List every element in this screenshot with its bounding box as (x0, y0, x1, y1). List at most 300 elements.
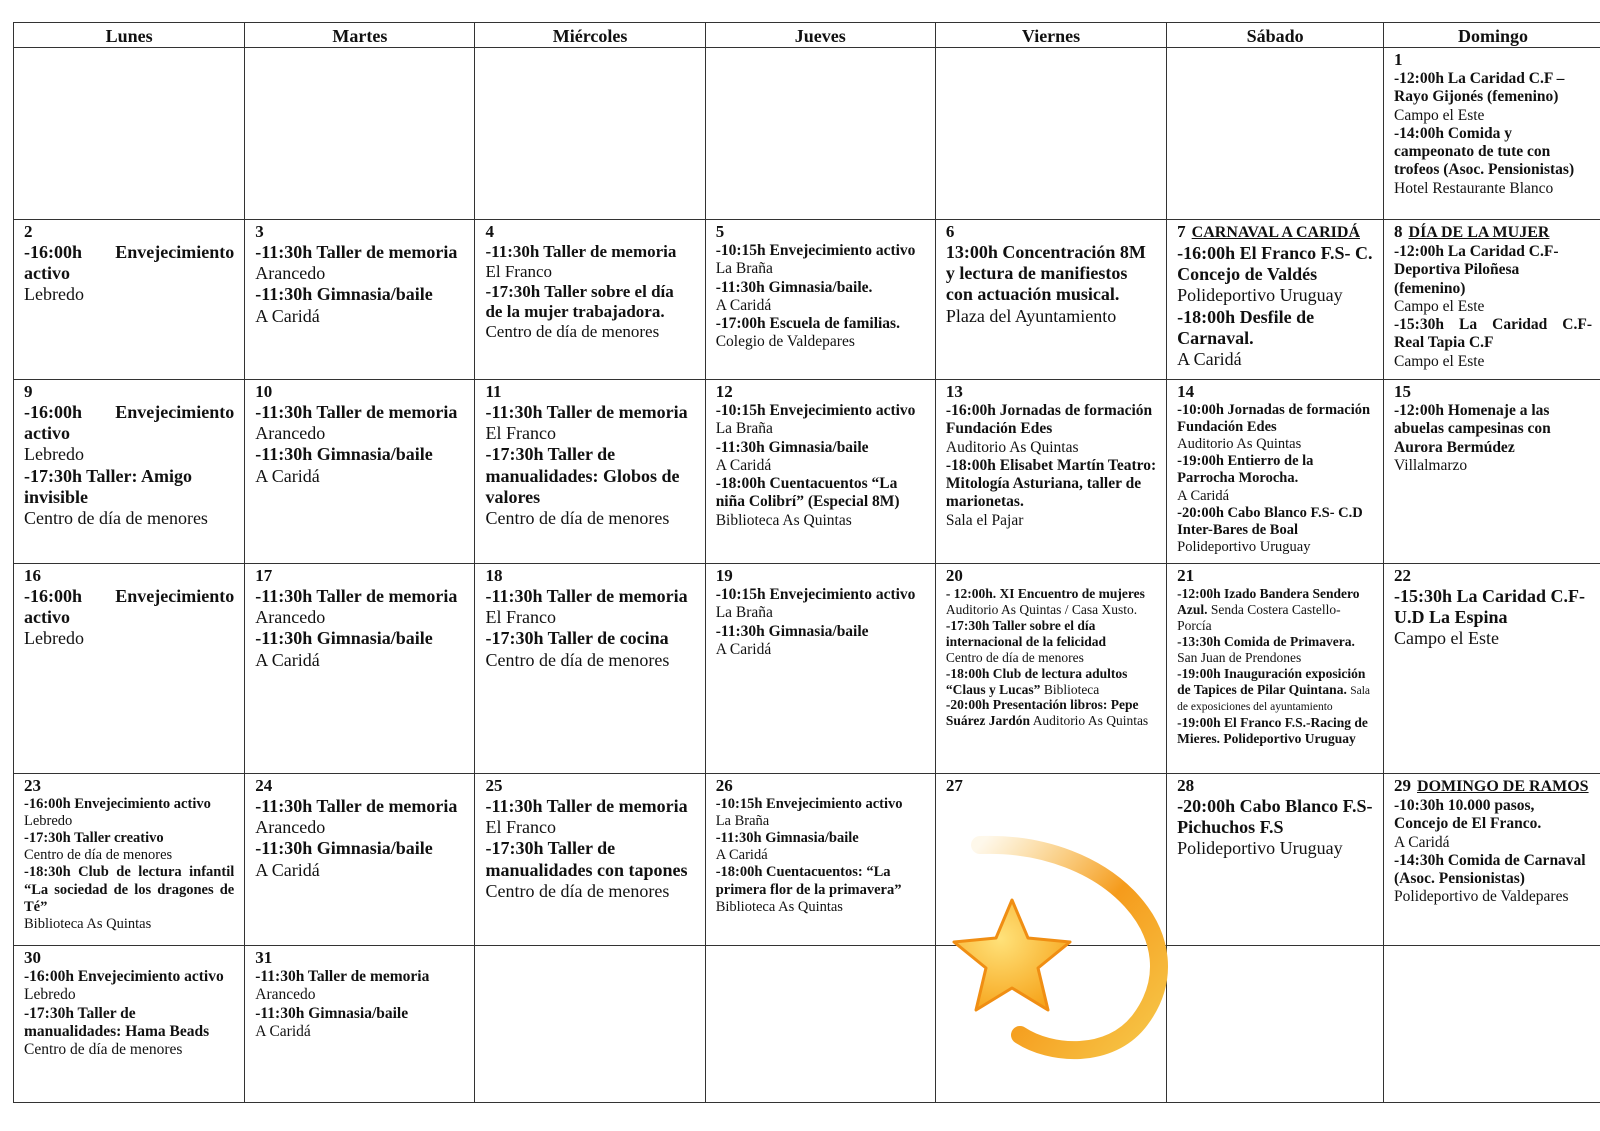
event-time-title: -11:30h Taller de memoria (255, 796, 458, 816)
event-time-title: -11:30h Taller de memoria (255, 968, 430, 985)
event-time-title: -14:00h Comida y campeonato de tute con trofeos (Asoc. Pensionistas) (1394, 124, 1575, 179)
event-location: A Caridá (255, 1022, 311, 1040)
day-cell-11 (475, 380, 705, 564)
day-number-text: 22 (1394, 566, 1412, 585)
day-number (24, 222, 234, 242)
day-cell-27 (935, 774, 1166, 946)
day-number (1394, 222, 1592, 243)
event-time-title: -18:00h Club de lectura adultos “Claus y Lucas” (945, 665, 1128, 697)
event-time-title: -16:00h Envejecimiento activo (24, 242, 235, 284)
event (946, 402, 1156, 457)
day-content (255, 382, 464, 487)
event-location: Centro de día de menores (945, 649, 1084, 665)
event (255, 402, 464, 444)
day-content (24, 222, 234, 306)
day-number (1394, 566, 1592, 586)
event (716, 864, 925, 915)
day-cell-21 (1167, 564, 1384, 774)
event-location: La Braña (715, 604, 773, 622)
day-title: DÍA DE LA MUJER (1408, 224, 1550, 241)
day-cell-18 (475, 564, 705, 774)
event-location: Arancedo (255, 986, 316, 1004)
event-location: Lebredo (24, 444, 84, 465)
event-location: Campo el Este (1394, 297, 1485, 315)
event-location: Centro de día de menores (24, 847, 173, 864)
event (485, 444, 694, 529)
event-location: Polideportivo Uruguay (1177, 538, 1311, 555)
event (1394, 402, 1592, 475)
day-number (255, 222, 464, 242)
event (716, 315, 925, 352)
week-row (14, 564, 1600, 774)
event (716, 402, 925, 439)
day-number-text: 8 (1394, 222, 1403, 241)
event-time-title: -19:00h Inauguración exposición de Tapices de Pilar Quintana. (1177, 665, 1366, 697)
event-time-title: -18:00h Desfile de Carnaval. (1177, 306, 1315, 348)
event-time-title: -17:30h Taller: Amigo invisible (24, 465, 193, 507)
day-title: CARNAVAL A CARIDÁ (1191, 224, 1360, 241)
day-number-text: 4 (485, 222, 494, 241)
event-location: Lebredo (24, 813, 73, 830)
day-number-text: 27 (945, 776, 963, 795)
event-location: A Caridá (1177, 349, 1242, 370)
day-number-text: 6 (945, 222, 955, 241)
event (1177, 307, 1373, 371)
event-location: Centro de día de menores (485, 508, 670, 529)
day-content (255, 776, 464, 881)
day-cell-14 (1167, 380, 1384, 564)
event-time-title: -10:15h Envejecimiento activo (715, 796, 903, 812)
event-time-title: -12:00h Izado Bandera Sendero Azul. (1177, 586, 1360, 617)
weekday-header-jueves: Jueves (705, 23, 935, 48)
day-cell-23 (14, 774, 245, 946)
event-time-title: -17:30h Taller de cocina (485, 628, 669, 649)
day-content (255, 948, 464, 1041)
event-location: Biblioteca As Quintas (715, 898, 843, 915)
day-content (716, 222, 925, 352)
week-row (14, 48, 1600, 220)
day-number-text: 2 (24, 222, 33, 241)
event-location: Sala el Pajar (945, 511, 1024, 529)
empty-day-cell (935, 946, 1166, 1103)
day-content (1177, 222, 1373, 370)
event-time-title: -12:00h La Caridad C.F- Deportiva Piloñesa (femenino) (1394, 243, 1559, 297)
event (946, 618, 1156, 666)
event (1177, 453, 1373, 504)
day-number (1394, 50, 1592, 70)
event-time-title: -13:30h Comida de Primavera. (1177, 633, 1355, 649)
event-time-title: -17:30h Taller de manualidades: Hama Beads (24, 1004, 210, 1040)
empty-day-cell (935, 48, 1166, 220)
day-cell-31 (245, 946, 475, 1103)
event (716, 586, 925, 623)
day-number-text: 16 (24, 566, 41, 585)
event-time-title: -15:30h La Caridad C.F-U.D La Espina (1394, 586, 1586, 628)
day-cell-25 (475, 774, 705, 946)
day-number (1177, 222, 1373, 243)
day-content (716, 566, 925, 659)
day-content (24, 566, 234, 650)
event-time-title: -17:30h Taller creativo (24, 830, 164, 847)
event-location: Auditorio As Quintas (1177, 436, 1302, 453)
day-number-text: 24 (255, 776, 273, 795)
day-content (1394, 566, 1592, 650)
day-content (485, 566, 694, 671)
weekday-header-domingo: Domingo (1384, 23, 1600, 48)
week-row (14, 946, 1600, 1103)
event (24, 586, 234, 650)
event-location: Centro de día de menores (485, 880, 670, 901)
event (255, 242, 464, 284)
empty-day-cell (1384, 946, 1600, 1103)
event-time-title: - 12:00h. XI Encuentro de mujeres (945, 586, 1145, 601)
event (24, 1005, 234, 1060)
event-time-title: -12:00h Homenaje a las abuelas campesinas con Aurora Bermúdez (1394, 402, 1551, 456)
event (485, 586, 694, 628)
event (716, 475, 925, 530)
event-location: Arancedo (255, 817, 326, 838)
event (716, 279, 925, 316)
event-location: Auditorio As Quintas (1032, 713, 1149, 729)
day-number-text: 10 (255, 382, 273, 401)
event-time-title: -16:00h El Franco F.S- C. Concejo de Valdés (1177, 243, 1373, 285)
day-number (716, 222, 925, 242)
day-cell-7 (1167, 220, 1384, 380)
day-number-text: 26 (715, 776, 733, 795)
day-number-text: 29 (1394, 776, 1412, 795)
day-content (24, 948, 234, 1059)
day-number-text: 14 (1177, 382, 1195, 401)
event-time-title: -10:15h Envejecimiento activo (715, 242, 916, 259)
event-location: El Franco (485, 607, 556, 628)
day-cell-22 (1384, 564, 1600, 774)
event (255, 586, 464, 628)
event-time-title: -17:00h Escuela de familias. (715, 315, 900, 333)
event-time-title: -11:30h Gimnasia/baile (255, 838, 433, 859)
day-number-text: 25 (485, 776, 503, 795)
weekday-header-martes: Martes (245, 23, 475, 48)
day-number (716, 382, 925, 402)
event-time-title: -11:30h Taller de memoria (485, 242, 677, 261)
event-location: A Caridá (255, 305, 320, 326)
event-time-title: -18:00h Cuentacuentos “La niña Colibrí” (Especial 8M) (715, 475, 900, 511)
day-number-text: 1 (1394, 50, 1403, 69)
event-location: Auditorio As Quintas / Casa Xusto. (945, 601, 1138, 617)
day-number-text: 23 (24, 776, 41, 795)
event-time-title: -10:15h Envejecimiento activo (715, 402, 916, 419)
event-time-title: -16:00h Envejecimiento activo (24, 968, 224, 985)
day-cell-12 (705, 380, 935, 564)
weekday-header-sabado: Sábado (1167, 23, 1384, 48)
day-cell-19 (705, 564, 935, 774)
day-content (255, 566, 464, 671)
event-location: A Caridá (715, 456, 772, 474)
day-cell-3 (245, 220, 475, 380)
event (255, 284, 464, 326)
event-location: Plaza del Ayuntamiento (945, 305, 1117, 326)
event (24, 402, 234, 466)
day-cell-4 (475, 220, 705, 380)
day-number-text: 20 (945, 566, 963, 585)
event-location: El Franco (485, 262, 553, 282)
week-row (14, 774, 1600, 946)
event-location: Biblioteca (1043, 681, 1100, 697)
event (1394, 125, 1592, 198)
day-content (946, 776, 1156, 796)
event-location: A Caridá (715, 847, 768, 864)
day-cell-13 (935, 380, 1166, 564)
day-number (1394, 382, 1592, 402)
event-time-title: -11:30h Taller de memoria (255, 586, 458, 606)
event-time-title: -11:30h Gimnasia/baile (255, 444, 433, 465)
event-time-title: -11:30h Gimnasia/baile (255, 284, 433, 305)
event-location: A Caridá (255, 859, 320, 880)
day-cell-6 (935, 220, 1166, 380)
event-location: Sala de exposiciones del ayuntamiento (1177, 684, 1371, 714)
event (255, 1005, 464, 1042)
event (1177, 402, 1373, 453)
day-content (946, 382, 1156, 530)
day-cell-28 (1167, 774, 1384, 946)
event-location: Lebredo (24, 628, 84, 649)
event (716, 623, 925, 660)
day-number-text: 3 (255, 222, 264, 241)
event-time-title: -18:00h Cuentacuentos: “La primera flor de la primavera” (715, 864, 902, 898)
calendar-body (14, 48, 1600, 1103)
event (1394, 586, 1592, 650)
event (1177, 505, 1373, 556)
event (946, 666, 1156, 698)
week-row (14, 380, 1600, 564)
event-location: Arancedo (255, 607, 326, 628)
event-time-title: -16:00h Jornadas de formación Fundación Edes (945, 402, 1153, 438)
event (1394, 70, 1592, 125)
event (24, 796, 234, 830)
event (255, 444, 464, 486)
event-location: A Caridá (255, 465, 320, 486)
event-location: Centro de día de menores (485, 322, 660, 342)
day-number (946, 222, 1156, 242)
empty-day-cell (1167, 48, 1384, 220)
event (485, 282, 694, 342)
day-number-text: 17 (255, 566, 273, 585)
day-number (716, 566, 925, 586)
event (946, 457, 1156, 530)
day-number (485, 566, 694, 586)
event-time-title: -17:30h Taller de manualidades: Globos de valores (485, 444, 680, 507)
event (1177, 715, 1373, 747)
day-number-text: 28 (1177, 776, 1195, 795)
event-location: Lebredo (24, 986, 76, 1004)
event (485, 402, 694, 444)
day-cell-30 (14, 946, 245, 1103)
event-time-title: -11:30h Gimnasia/baile (255, 1004, 409, 1022)
event-time-title: -18:30h Club de lectura infantil “La sociedad de los dragones de Té” (24, 864, 235, 915)
event (1394, 797, 1592, 852)
event-location: Polideportivo de Valdepares (1394, 888, 1569, 906)
day-number-text: 18 (485, 566, 503, 585)
day-number (946, 382, 1156, 402)
weekday-header-miercoles: Miércoles (475, 23, 705, 48)
day-number (946, 776, 1156, 796)
day-number (24, 566, 234, 586)
day-number (1394, 776, 1592, 797)
event-location: A Caridá (1177, 487, 1230, 504)
event-location: Centro de día de menores (485, 649, 670, 670)
day-content (1394, 222, 1592, 371)
event-location: Villalmarzo (1394, 456, 1468, 474)
event (946, 242, 1156, 327)
event (24, 242, 234, 306)
day-number (1177, 382, 1373, 402)
event-location: Colegio de Valdepares (715, 333, 855, 351)
day-content (1394, 50, 1592, 198)
day-content (24, 776, 234, 933)
event-time-title: -11:30h Taller de memoria (485, 402, 688, 422)
day-content (485, 382, 694, 529)
event (24, 968, 234, 1005)
day-content (485, 776, 694, 902)
event-time-title: -16:00h Envejecimiento activo (24, 796, 211, 812)
event-time-title: -11:30h Gimnasia/baile. (715, 278, 873, 296)
weekday-header-lunes: Lunes (14, 23, 245, 48)
event (24, 830, 234, 864)
event-time-title: -15:30h La Caridad C.F- Real Tapia C.F (1394, 316, 1592, 352)
event-location: El Franco (485, 817, 556, 838)
event-location: La Braña (715, 420, 773, 438)
event-location: Centro de día de menores (24, 508, 208, 529)
event (1394, 243, 1592, 316)
event (716, 439, 925, 476)
empty-day-cell (1167, 946, 1384, 1103)
weekday-header-row (14, 23, 1600, 48)
event-location: A Caridá (715, 640, 772, 658)
event-time-title: -20:00h Presentación libros: Pepe Suárez Jardón (945, 697, 1139, 729)
day-number (24, 776, 234, 796)
event (255, 968, 464, 1005)
event-location: A Caridá (255, 649, 320, 670)
day-content (946, 566, 1156, 729)
day-cell-2 (14, 220, 245, 380)
day-number (485, 776, 694, 796)
event (1177, 243, 1373, 307)
event-time-title: -17:30h Taller sobre el día internacional de la felicidad (945, 617, 1107, 649)
day-content (24, 382, 234, 529)
day-number-text: 21 (1177, 566, 1195, 585)
day-number-text: 9 (24, 382, 33, 401)
event-location: A Caridá (715, 296, 772, 314)
event-location: Centro de día de menores (24, 1041, 183, 1059)
day-number-text: 5 (715, 222, 725, 241)
day-number-text: 12 (715, 382, 733, 401)
day-number (946, 566, 1156, 586)
event-time-title: -11:30h Taller de memoria (255, 242, 458, 262)
day-cell-9 (14, 380, 245, 564)
day-cell-8 (1384, 220, 1600, 380)
day-number (24, 948, 234, 968)
day-content (1177, 382, 1373, 556)
day-number (255, 776, 464, 796)
day-number (1177, 566, 1373, 586)
event (24, 466, 234, 530)
day-content (946, 222, 1156, 327)
event-location: Auditorio As Quintas (945, 438, 1079, 456)
day-cell-29 (1384, 774, 1600, 946)
event (1177, 586, 1373, 634)
day-cell-1 (1384, 48, 1600, 220)
day-number (1177, 776, 1373, 796)
day-number (255, 566, 464, 586)
day-number-text: 13 (945, 382, 963, 401)
day-number-text: 7 (1177, 222, 1186, 241)
event (946, 586, 1156, 618)
day-number (485, 222, 694, 242)
day-number-text: 19 (715, 566, 733, 585)
event-location: San Juan de Prendones (1177, 649, 1302, 665)
event-time-title: -19:00h Entierro de la Parrocha Morocha. (1177, 453, 1314, 487)
event-time-title: -17:30h Taller sobre el día de la mujer trabajadora. (485, 282, 674, 322)
event-location: La Braña (715, 260, 773, 278)
event (946, 697, 1156, 729)
empty-day-cell (475, 946, 705, 1103)
event-location: Hotel Restaurante Blanco (1394, 179, 1554, 197)
event-time-title: -11:30h Taller de memoria (485, 586, 688, 606)
event (485, 838, 694, 902)
event-time-title: -11:30h Gimnasia/baile (715, 438, 869, 456)
event (1177, 796, 1373, 860)
event-location: A Caridá (1394, 833, 1450, 851)
day-cell-16 (14, 564, 245, 774)
event-time-title: -14:30h Comida de Carnaval (Asoc. Pensionistas) (1394, 851, 1586, 888)
event (716, 796, 925, 830)
event-time-title: -10:30h 10.000 pasos, Concejo de El Franco. (1394, 797, 1542, 833)
day-cell-17 (245, 564, 475, 774)
event-time-title: -10:15h Envejecimiento activo (715, 586, 916, 603)
event-location: Biblioteca As Quintas (715, 511, 852, 529)
weekday-header-viernes: Viernes (935, 23, 1166, 48)
day-cell-5 (705, 220, 935, 380)
event-location: Campo el Este (1394, 628, 1499, 649)
day-cell-20 (935, 564, 1166, 774)
event-location: La Braña (715, 813, 770, 830)
empty-day-cell (705, 48, 935, 220)
day-number-text: 31 (255, 948, 273, 967)
day-cell-15 (1384, 380, 1600, 564)
event (255, 628, 464, 670)
event (255, 838, 464, 880)
day-number (24, 382, 234, 402)
calendar-table (13, 22, 1600, 1103)
day-content (1394, 382, 1592, 475)
event (485, 628, 694, 670)
event-location: Senda Costera Castello-Porcía (1177, 601, 1341, 633)
event (1394, 852, 1592, 907)
event-location: Polideportivo Uruguay (1177, 838, 1343, 859)
day-content (1177, 566, 1373, 747)
day-cell-24 (245, 774, 475, 946)
event (1177, 634, 1373, 666)
event-location: Campo el Este (1394, 352, 1485, 370)
event-time-title: -16:00h Envejecimiento activo (24, 402, 235, 444)
event-location: Arancedo (255, 423, 326, 444)
event-location: Campo el Este (1394, 106, 1485, 124)
event-time-title: 13:00h Concentración 8M y lectura de manifiestos con actuación musical. (945, 242, 1146, 305)
day-content (716, 776, 925, 916)
event-time-title: -11:30h Taller de memoria (485, 796, 688, 816)
day-number (716, 776, 925, 796)
event (1177, 666, 1373, 715)
empty-day-cell (475, 48, 705, 220)
